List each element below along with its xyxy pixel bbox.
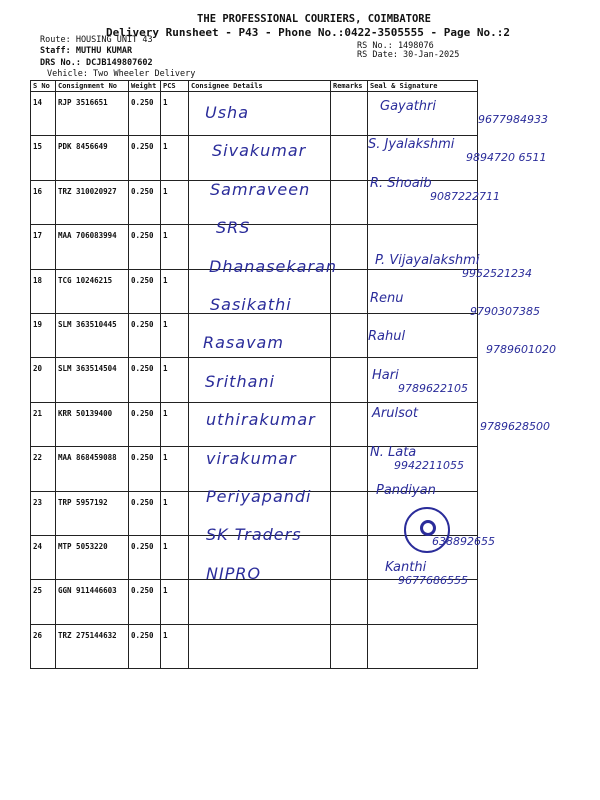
- cell-sno: 23: [31, 491, 56, 535]
- cell-weight: 0.250: [129, 225, 161, 269]
- cell-sno: 14: [31, 92, 56, 136]
- cell-weight: 0.250: [129, 402, 161, 446]
- cell-remarks: [331, 180, 368, 224]
- cell-consignee: [189, 580, 331, 624]
- consignee-name: Usha: [205, 103, 249, 122]
- cell-pcs: 1: [161, 136, 189, 180]
- staff: Staff: MUTHU KUMAR: [40, 46, 133, 56]
- consignee-name: Periyapandi: [206, 487, 312, 506]
- vehicle: Vehicle: Two Wheeler Delivery: [47, 69, 196, 79]
- cell-pcs: 1: [161, 535, 189, 579]
- cell-remarks: [331, 358, 368, 402]
- receiver-signature: S. Jyalakshmi: [368, 137, 455, 153]
- rs-no: RS No.: 1498076: [357, 41, 434, 51]
- cell-weight: 0.250: [129, 491, 161, 535]
- cell-consignment-no: TRP 5957192: [56, 491, 129, 535]
- col-pcs: PCS: [161, 81, 189, 92]
- receiver-signature: Gayathri: [380, 99, 436, 114]
- cell-consignment-no: SLM 363510445: [56, 313, 129, 357]
- cell-sno: 20: [31, 358, 56, 402]
- cell-consignment-no: MAA 706083994: [56, 225, 129, 269]
- cell-sno: 15: [31, 136, 56, 180]
- cell-remarks: [331, 313, 368, 357]
- cell-consignment-no: RJP 3516651: [56, 92, 129, 136]
- receiver-phone: 9942211055: [394, 458, 464, 472]
- cell-pcs: 1: [161, 313, 189, 357]
- cell-sno: 17: [31, 225, 56, 269]
- table-row: [31, 624, 478, 668]
- consignee-name: NIPRO: [206, 563, 262, 583]
- company-title: THE PROFESSIONAL COURIERS, COIMBATORE: [197, 13, 431, 25]
- receiver-signature: Rahul: [368, 329, 406, 345]
- cell-consignment-no: MTP 5053220: [56, 535, 129, 579]
- cell-consignment-no: PDK 8456649: [56, 136, 129, 180]
- cell-remarks: [331, 92, 368, 136]
- col-weight: Weight: [129, 81, 161, 92]
- col-consignee: Consignee Details: [189, 81, 331, 92]
- cell-weight: 0.250: [129, 624, 161, 668]
- cell-sno: 18: [31, 269, 56, 313]
- cell-signature: [368, 624, 478, 668]
- receiver-signature: N. Lata: [370, 444, 417, 460]
- receiver-signature: Hari: [372, 367, 399, 383]
- receiver-phone: 9790307385: [470, 305, 540, 318]
- receiver-phone: 9952521234: [462, 266, 532, 280]
- stamp-inner: [420, 520, 436, 536]
- consignee-name: uthirakumar: [206, 410, 316, 430]
- cell-remarks: [331, 447, 368, 491]
- cell-weight: 0.250: [129, 358, 161, 402]
- consignee-name: SK Traders: [206, 525, 302, 545]
- cell-pcs: 1: [161, 180, 189, 224]
- cell-weight: 0.250: [129, 313, 161, 357]
- cell-sno: 25: [31, 580, 56, 624]
- cell-pcs: 1: [161, 92, 189, 136]
- receiver-phone: 9087222711: [430, 189, 500, 203]
- cell-pcs: 1: [161, 402, 189, 446]
- receiver-signature: R. Shoaib: [370, 175, 432, 191]
- cell-pcs: 1: [161, 225, 189, 269]
- cell-consignment-no: MAA 868459088: [56, 447, 129, 491]
- runsheet-title: Delivery Runsheet - P43 - Phone No.:0422-3505555 - Page No.:2: [106, 26, 510, 39]
- col-sno: S No: [31, 81, 56, 92]
- cell-weight: 0.250: [129, 535, 161, 579]
- cell-weight: 0.250: [129, 180, 161, 224]
- cell-pcs: 1: [161, 491, 189, 535]
- receiver-phone: 9789628500: [480, 420, 550, 434]
- cell-remarks: [331, 580, 368, 624]
- cell-remarks: [331, 535, 368, 579]
- receiver-signature: Kanthi: [385, 559, 427, 575]
- table-header: [31, 81, 478, 92]
- cell-sno: 16: [31, 180, 56, 224]
- consignee-name: Rasavam: [203, 333, 284, 353]
- cell-remarks: [331, 624, 368, 668]
- cell-pcs: 1: [161, 269, 189, 313]
- receiver-signature: Renu: [370, 291, 404, 306]
- cell-consignment-no: GGN 911446603: [56, 580, 129, 624]
- cell-sno: 26: [31, 624, 56, 668]
- cell-weight: 0.250: [129, 269, 161, 313]
- receiver-phone: 9789622105: [398, 381, 468, 395]
- receiver-phone: 638892655: [432, 535, 495, 549]
- cell-sno: 24: [31, 535, 56, 579]
- cell-remarks: [331, 402, 368, 446]
- cell-consignment-no: KRR 50139400: [56, 402, 129, 446]
- cell-weight: 0.250: [129, 447, 161, 491]
- cell-sno: 19: [31, 313, 56, 357]
- cell-remarks: [331, 491, 368, 535]
- cell-consignment-no: SLM 363514504: [56, 358, 129, 402]
- receiver-signature: P. Vijayalakshmi: [375, 252, 480, 268]
- cell-remarks: [331, 136, 368, 180]
- cell-sno: 21: [31, 402, 56, 446]
- consignee-name: Sasikathi: [210, 295, 292, 314]
- consignee-name: SRS: [216, 218, 251, 238]
- col-consignment: Consignment No: [56, 81, 129, 92]
- consignee-name: Srithani: [205, 371, 275, 391]
- cell-pcs: 1: [161, 358, 189, 402]
- receiver-phone: 9677984933: [478, 113, 548, 126]
- cell-sno: 22: [31, 447, 56, 491]
- receiver-signature: Arulsot: [372, 406, 418, 422]
- consignee-name: Samraveen: [210, 179, 311, 199]
- receiver-phone: 9789601020: [486, 343, 556, 357]
- route: Route: HOUSING UNIT 43: [40, 35, 153, 45]
- receiver-signature: Pandiyan: [376, 483, 436, 498]
- rs-date: RS Date: 30-Jan-2025: [357, 50, 460, 60]
- cell-pcs: 1: [161, 624, 189, 668]
- cell-weight: 0.250: [129, 92, 161, 136]
- consignee-name: Sivakumar: [212, 141, 307, 161]
- cell-remarks: [331, 269, 368, 313]
- cell-consignee: [189, 624, 331, 668]
- cell-consignment-no: TRZ 275144632: [56, 624, 129, 668]
- consignee-name: Dhanasekaran: [209, 256, 337, 276]
- cell-pcs: 1: [161, 580, 189, 624]
- cell-weight: 0.250: [129, 580, 161, 624]
- col-signature: Seal & Signature: [368, 81, 478, 92]
- consignee-name: virakumar: [206, 448, 297, 468]
- receiver-phone: 9894720 6511: [466, 151, 547, 165]
- cell-consignment-no: TCG 10246215: [56, 269, 129, 313]
- col-remarks: Remarks: [331, 81, 368, 92]
- cell-consignment-no: TRZ 310020927: [56, 180, 129, 224]
- cell-weight: 0.250: [129, 136, 161, 180]
- receiver-phone: 9677686555: [398, 573, 468, 587]
- cell-pcs: 1: [161, 447, 189, 491]
- drs-no: DRS No.: DCJB149807602: [40, 58, 153, 68]
